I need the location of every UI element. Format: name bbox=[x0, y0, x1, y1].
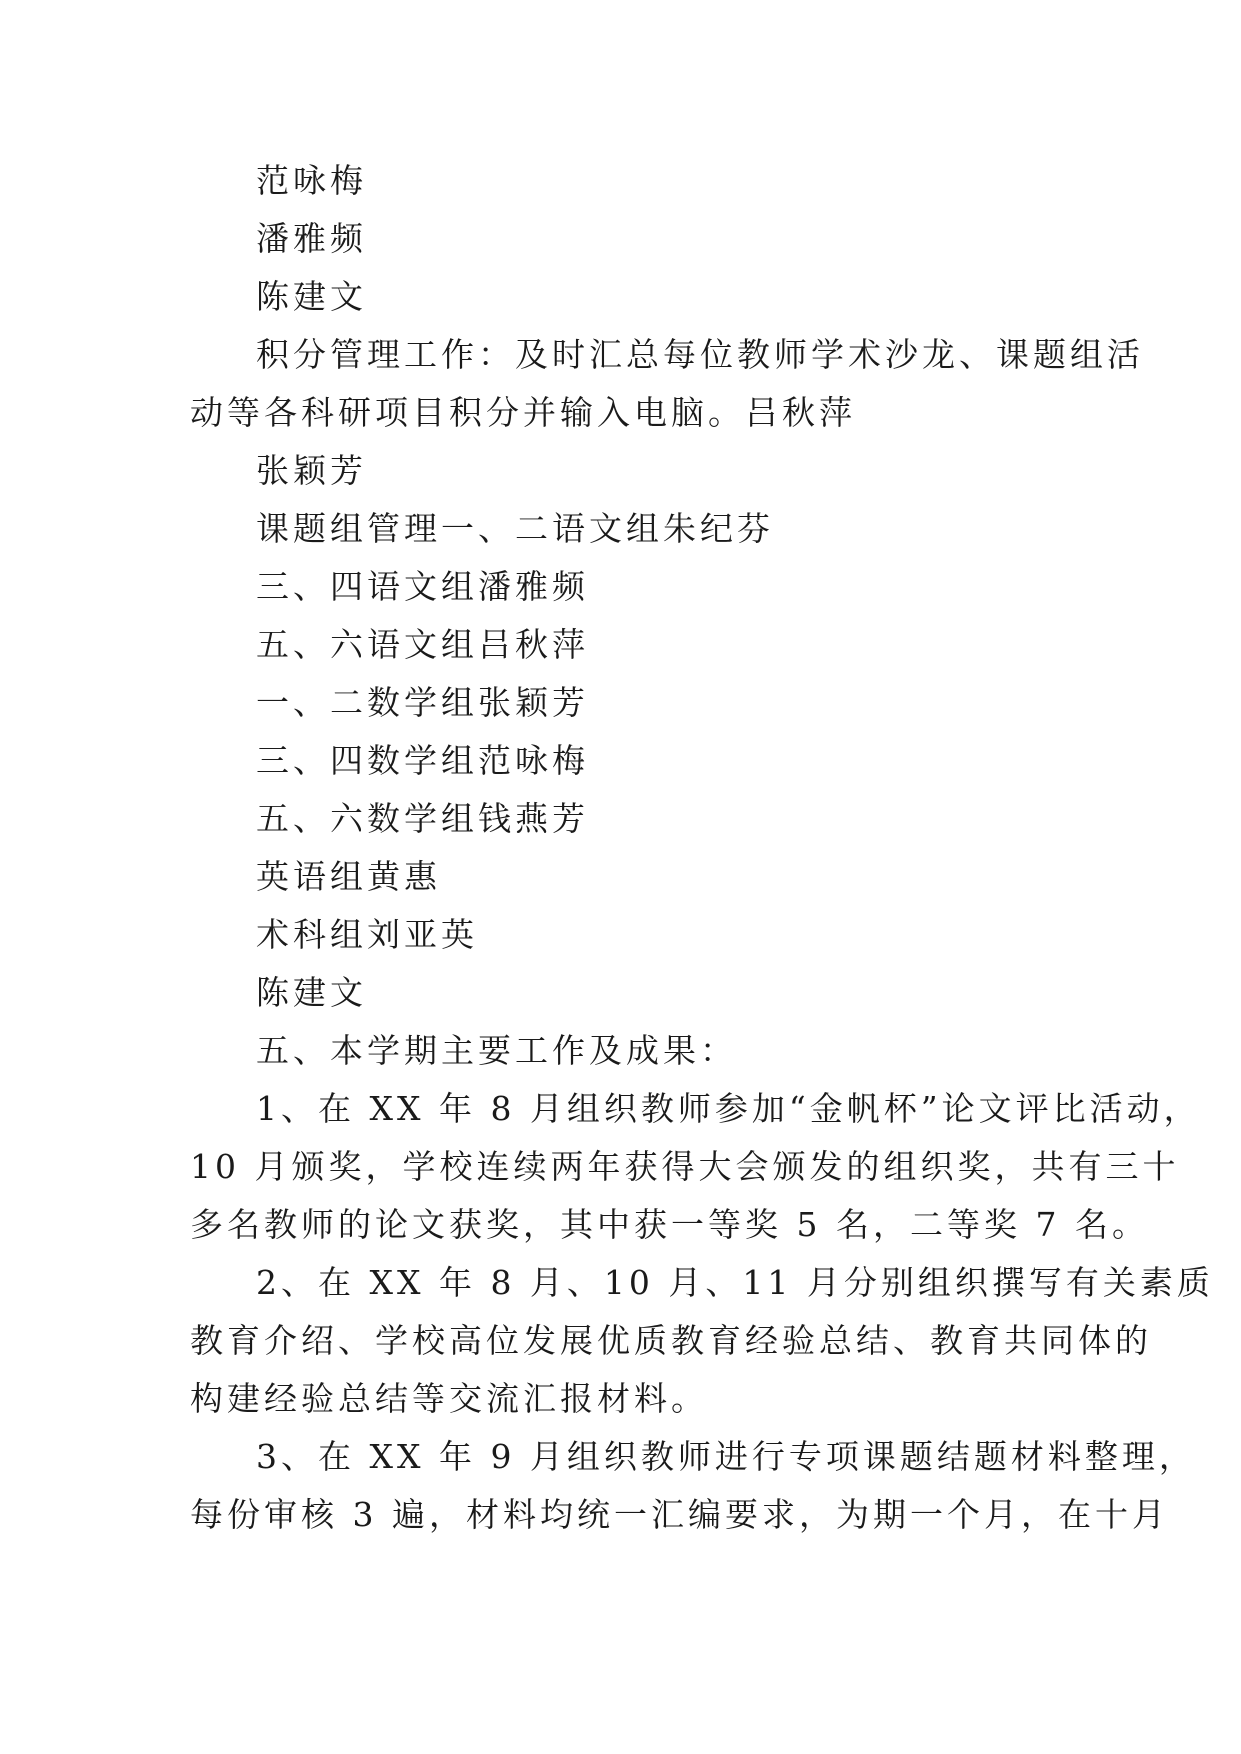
text-line: 三、四语文组潘雅频 bbox=[256, 567, 589, 606]
document-body bbox=[190, 152, 1214, 1544]
text-line: 五、本学期主要工作及成果： bbox=[256, 1031, 737, 1070]
text-line: 英语组黄惠 bbox=[256, 857, 441, 896]
text-line: 一、二数学组张颖芳 bbox=[256, 683, 589, 722]
text-line: 构建经验总结等交流汇报材料。 bbox=[190, 1379, 708, 1418]
text-line: 2、在 XX 年 8 月、10 月、11 月分别组织撰写有关素质 bbox=[256, 1263, 1214, 1302]
text-line: 教育介绍、学校高位发展优质教育经验总结、教育共同体的 bbox=[190, 1321, 1152, 1360]
text-line: 课题组管理一、二语文组朱纪芬 bbox=[256, 509, 774, 548]
text-line: 1、在 XX 年 8 月组织教师参加“金帆杯”论文评比活动， bbox=[256, 1089, 1201, 1128]
text-line: 潘雅频 bbox=[256, 219, 367, 258]
text-line: 陈建文 bbox=[256, 277, 367, 316]
text-line: 每份审核 3 遍，材料均统一汇编要求，为期一个月，在十月 bbox=[190, 1495, 1169, 1534]
text-line: 术科组刘亚英 bbox=[256, 915, 478, 954]
text-line: 多名教师的论文获奖，其中获一等奖 5 名，二等奖 7 名。 bbox=[190, 1205, 1149, 1244]
text-line: 三、四数学组范咏梅 bbox=[256, 741, 589, 780]
text-line: 10 月颁奖，学校连续两年获得大会颁发的组织奖，共有三十 bbox=[190, 1147, 1180, 1186]
text-line: 范咏梅 bbox=[256, 161, 367, 200]
text-line: 五、六语文组吕秋萍 bbox=[256, 625, 589, 664]
text-line: 五、六数学组钱燕芳 bbox=[256, 799, 589, 838]
text-line: 张颖芳 bbox=[256, 451, 367, 490]
text-line: 陈建文 bbox=[256, 973, 367, 1012]
text-line: 动等各科研项目积分并输入电脑。吕秋萍 bbox=[190, 393, 856, 432]
text-line: 3、在 XX 年 9 月组织教师进行专项课题结题材料整理， bbox=[256, 1437, 1196, 1476]
text-line: 积分管理工作：及时汇总每位教师学术沙龙、课题组活 bbox=[256, 335, 1144, 374]
